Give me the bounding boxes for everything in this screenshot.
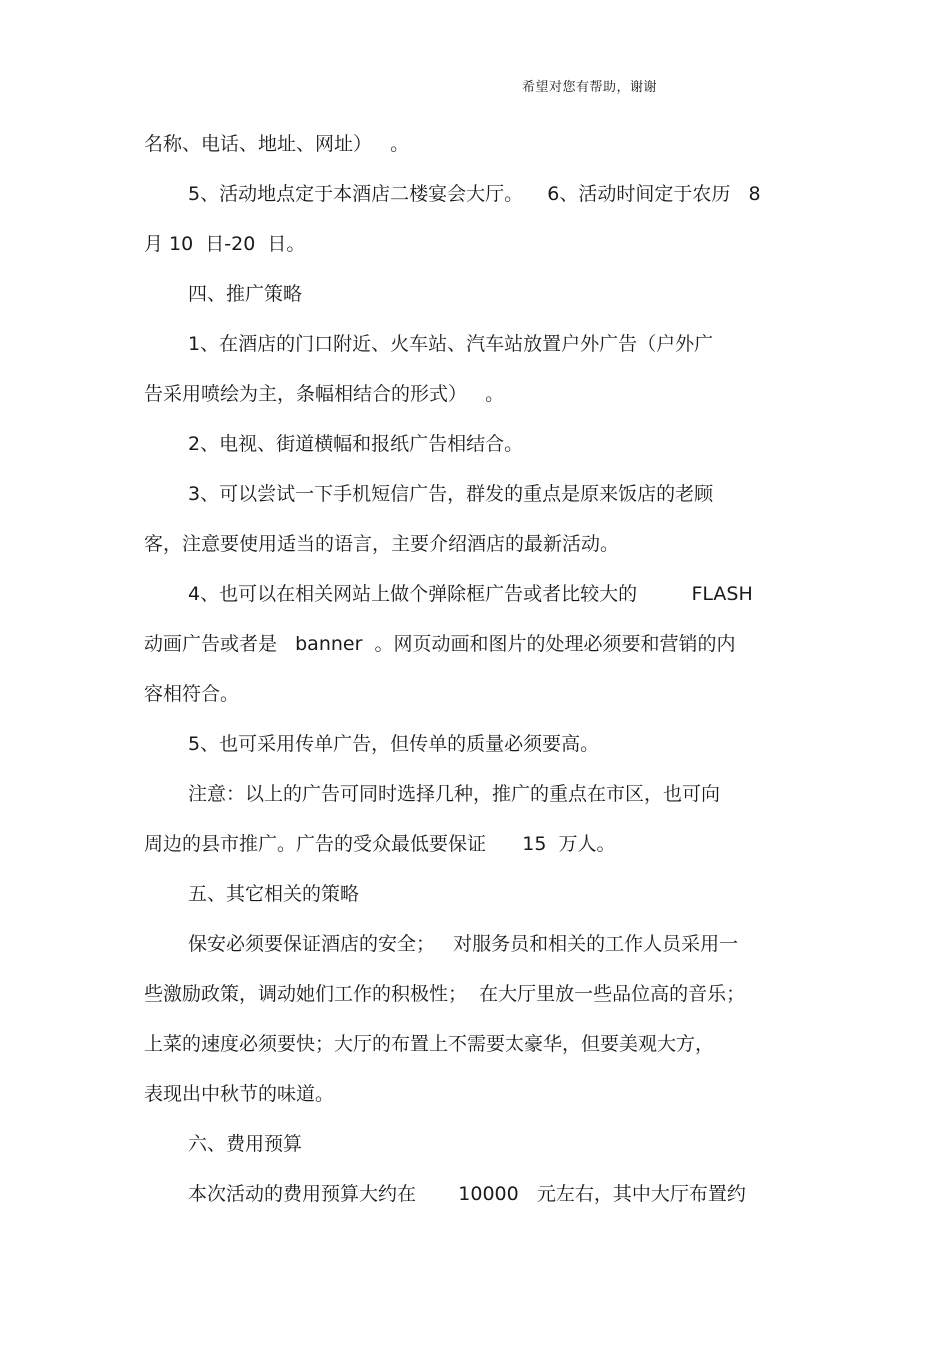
text-line-21: 六、费用预算 <box>188 1133 303 1155</box>
text-line-20: 表现出中秋节的味道。 <box>144 1083 335 1105</box>
page-header: 希望对您有帮助，谢谢 <box>522 80 658 95</box>
text-line-4: 四、推广策略 <box>188 283 303 305</box>
text-line-2: 5、活动地点定于本酒店二楼宴会大厅。 6、活动时间定于农历 8 <box>188 183 761 205</box>
text-line-8: 3、可以尝试一下手机短信广告，群发的重点是原来饭店的老顾 <box>188 483 714 505</box>
text-line-12: 容相符合。 <box>144 683 240 705</box>
text-line-7: 2、电视、街道横幅和报纸广告相结合。 <box>188 433 524 455</box>
text-line-19: 上菜的速度必须要快；大厅的布置上不需要太豪华，但要美观大方， <box>144 1033 715 1055</box>
text-line-10: 4、也可以在相关网站上做个弹除框广告或者比较大的 FLASH <box>188 583 753 605</box>
text-line-1: 名称、电话、地址、网址） 。 <box>144 133 410 155</box>
text-line-5: 1、在酒店的门口附近、火车站、汽车站放置户外广告（户外广 <box>188 333 714 355</box>
text-line-16: 五、其它相关的策略 <box>188 883 360 905</box>
text-line-14: 注意：以上的广告可同时选择几种，推广的重点在市区，也可向 <box>188 783 721 805</box>
text-line-17: 保安必须要保证酒店的安全； 对服务员和相关的工作人员采用一 <box>188 933 739 955</box>
text-line-15: 周边的县市推广。广告的受众最低要保证 15 万人。 <box>144 833 616 855</box>
text-line-13: 5、也可采用传单广告，但传单的质量必须要高。 <box>188 733 600 755</box>
text-line-18: 些激励政策，调动她们工作的积极性； 在大厅里放一些品位高的音乐； <box>144 983 746 1005</box>
text-line-6: 告采用喷绘为主，条幅相结合的形式） 。 <box>144 383 505 405</box>
text-line-11: 动画广告或者是 banner 。网页动画和图片的处理必须要和营销的内 <box>144 633 736 655</box>
text-line-22: 本次活动的费用预算大约在 10000 元左右，其中大厅布置约 <box>188 1183 746 1205</box>
text-line-9: 客，注意要使用适当的语言，主要介绍酒店的最新活动。 <box>144 533 620 555</box>
text-line-3: 月 10 日-20 日。 <box>144 233 306 255</box>
